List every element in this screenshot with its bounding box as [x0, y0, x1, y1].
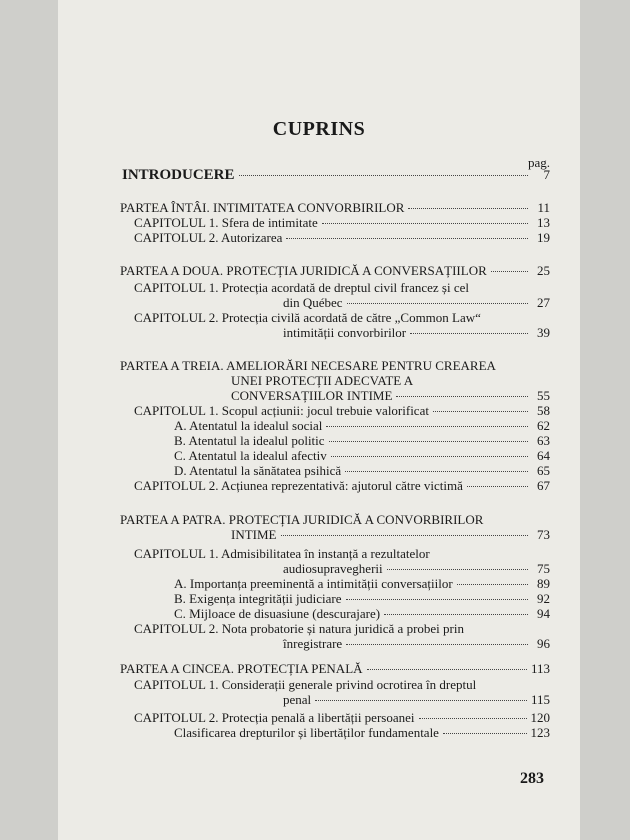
- toc-entry-part-2: PARTEA A DOUA. PROTECȚIA JURIDICĂ A CONVERSAȚIILOR 25: [120, 263, 550, 278]
- dot-leader: [443, 733, 527, 734]
- dot-leader: [408, 208, 528, 209]
- toc-entry-part-3-cont-2: CONVERSAȚIILOR INTIME 55: [231, 388, 550, 403]
- toc-entry-part-4: PARTEA A PATRA. PROTECȚIA JURIDICĂ A CONVORBIRILOR: [120, 512, 484, 527]
- dot-leader: [387, 569, 528, 570]
- toc-entry-part-2-chapter-2-cont: intimității convorbirilor 39: [283, 325, 550, 340]
- book-page: [58, 0, 580, 840]
- dot-leader: [315, 700, 527, 701]
- toc-entry-part-4-chapter-1-b: B. Exigența integrității judiciare 92: [174, 591, 550, 606]
- toc-entry-part-5-chapter-2-sub: Clasificarea drepturilor și libertăților fundamentale 123: [174, 725, 550, 740]
- toc-entry-part-4-chapter-1: CAPITOLUL 1. Admisibilitatea în instanță a rezultatelor: [134, 546, 430, 561]
- toc-entry-part-2-chapter-1: CAPITOLUL 1. Protecția acordată de dreptul civil francez și cel: [134, 280, 469, 295]
- toc-entry-part-3-chapter-1-d: D. Atentatul la sănătatea psihică 65: [174, 463, 550, 478]
- toc-entry-part-5-chapter-2: CAPITOLUL 2. Protecția penală a libertății persoanei 120: [134, 710, 550, 725]
- toc-entry-part-4-cont: INTIME 73: [231, 527, 550, 542]
- toc-entry-part-5-chapter-1: CAPITOLUL 1. Considerații generale privind ocrotirea în dreptul: [134, 677, 477, 692]
- toc-entry-part-2-chapter-2: CAPITOLUL 2. Protecția civilă acordată de către „Common Law“: [134, 310, 481, 325]
- toc-entry-part-5: PARTEA A CINCEA. PROTECȚIA PENALĂ 113: [120, 661, 550, 676]
- page-title: CUPRINS: [272, 118, 366, 140]
- toc-entry-part-4-chapter-2: CAPITOLUL 2. Nota probatorie și natura juridică a probei prin: [134, 621, 464, 636]
- dot-leader: [367, 669, 527, 670]
- toc-entry-introducere: INTRODUCERE 7: [122, 167, 550, 183]
- dot-leader: [457, 584, 528, 585]
- toc-entry-part-3-cont-1: UNEI PROTECȚII ADECVATE A: [231, 373, 414, 388]
- dot-leader: [346, 644, 528, 645]
- page-number: 283: [520, 770, 544, 787]
- dot-leader: [384, 614, 528, 615]
- toc-entry-part-1-chapter-1: CAPITOLUL 1. Sfera de intimitate 13: [134, 215, 550, 230]
- toc-entry-part-3-chapter-1: CAPITOLUL 1. Scopul acțiunii: jocul trebuie valorificat 58: [134, 403, 550, 418]
- dot-leader: [419, 718, 527, 719]
- toc-entry-part-4-chapter-1-a: A. Importanța preeminentă a intimității conversațiilor 89: [174, 576, 550, 591]
- table-of-contents: [58, 0, 580, 840]
- toc-entry-part-1: PARTEA ÎNTÂI. INTIMITATEA CONVORBIRILOR 11: [120, 200, 550, 215]
- dot-leader: [347, 303, 528, 304]
- dot-leader: [239, 175, 528, 176]
- dot-leader: [433, 411, 528, 412]
- toc-entry-part-3-chapter-1-c: C. Atentatul la idealul afectiv 64: [174, 448, 550, 463]
- dot-leader: [346, 599, 528, 600]
- dot-leader: [491, 271, 528, 272]
- dot-leader: [410, 333, 528, 334]
- toc-entry-part-5-chapter-1-cont: penal 115: [283, 692, 550, 707]
- toc-entry-part-4-chapter-2-cont: înregistrare 96: [283, 636, 550, 651]
- dot-leader: [467, 486, 528, 487]
- toc-entry-part-3: PARTEA A TREIA. AMELIORĂRI NECESARE PENTRU CREAREA: [120, 358, 496, 373]
- toc-entry-part-3-chapter-1-b: B. Atentatul la idealul politic 63: [174, 433, 550, 448]
- dot-leader: [396, 396, 528, 397]
- dot-leader: [322, 223, 528, 224]
- toc-entry-part-2-chapter-1-cont: din Québec 27: [283, 295, 550, 310]
- toc-entry-part-4-chapter-1-cont: audiosupravegherii 75: [283, 561, 550, 576]
- dot-leader: [345, 471, 528, 472]
- dot-leader: [326, 426, 528, 427]
- toc-entry-part-3-chapter-1-a: A. Atentatul la idealul social 62: [174, 418, 550, 433]
- dot-leader: [286, 238, 528, 239]
- toc-entry-part-3-chapter-2: CAPITOLUL 2. Acțiunea reprezentativă: ajutorul către victimă 67: [134, 478, 550, 493]
- toc-entry-part-4-chapter-1-c: C. Mijloace de disuasiune (descurajare) 94: [174, 606, 550, 621]
- dot-leader: [331, 456, 528, 457]
- dot-leader: [329, 441, 528, 442]
- toc-entry-part-1-chapter-2: CAPITOLUL 2. Autorizarea 19: [134, 230, 550, 245]
- page-column-label: pag.: [527, 155, 550, 170]
- dot-leader: [281, 535, 529, 536]
